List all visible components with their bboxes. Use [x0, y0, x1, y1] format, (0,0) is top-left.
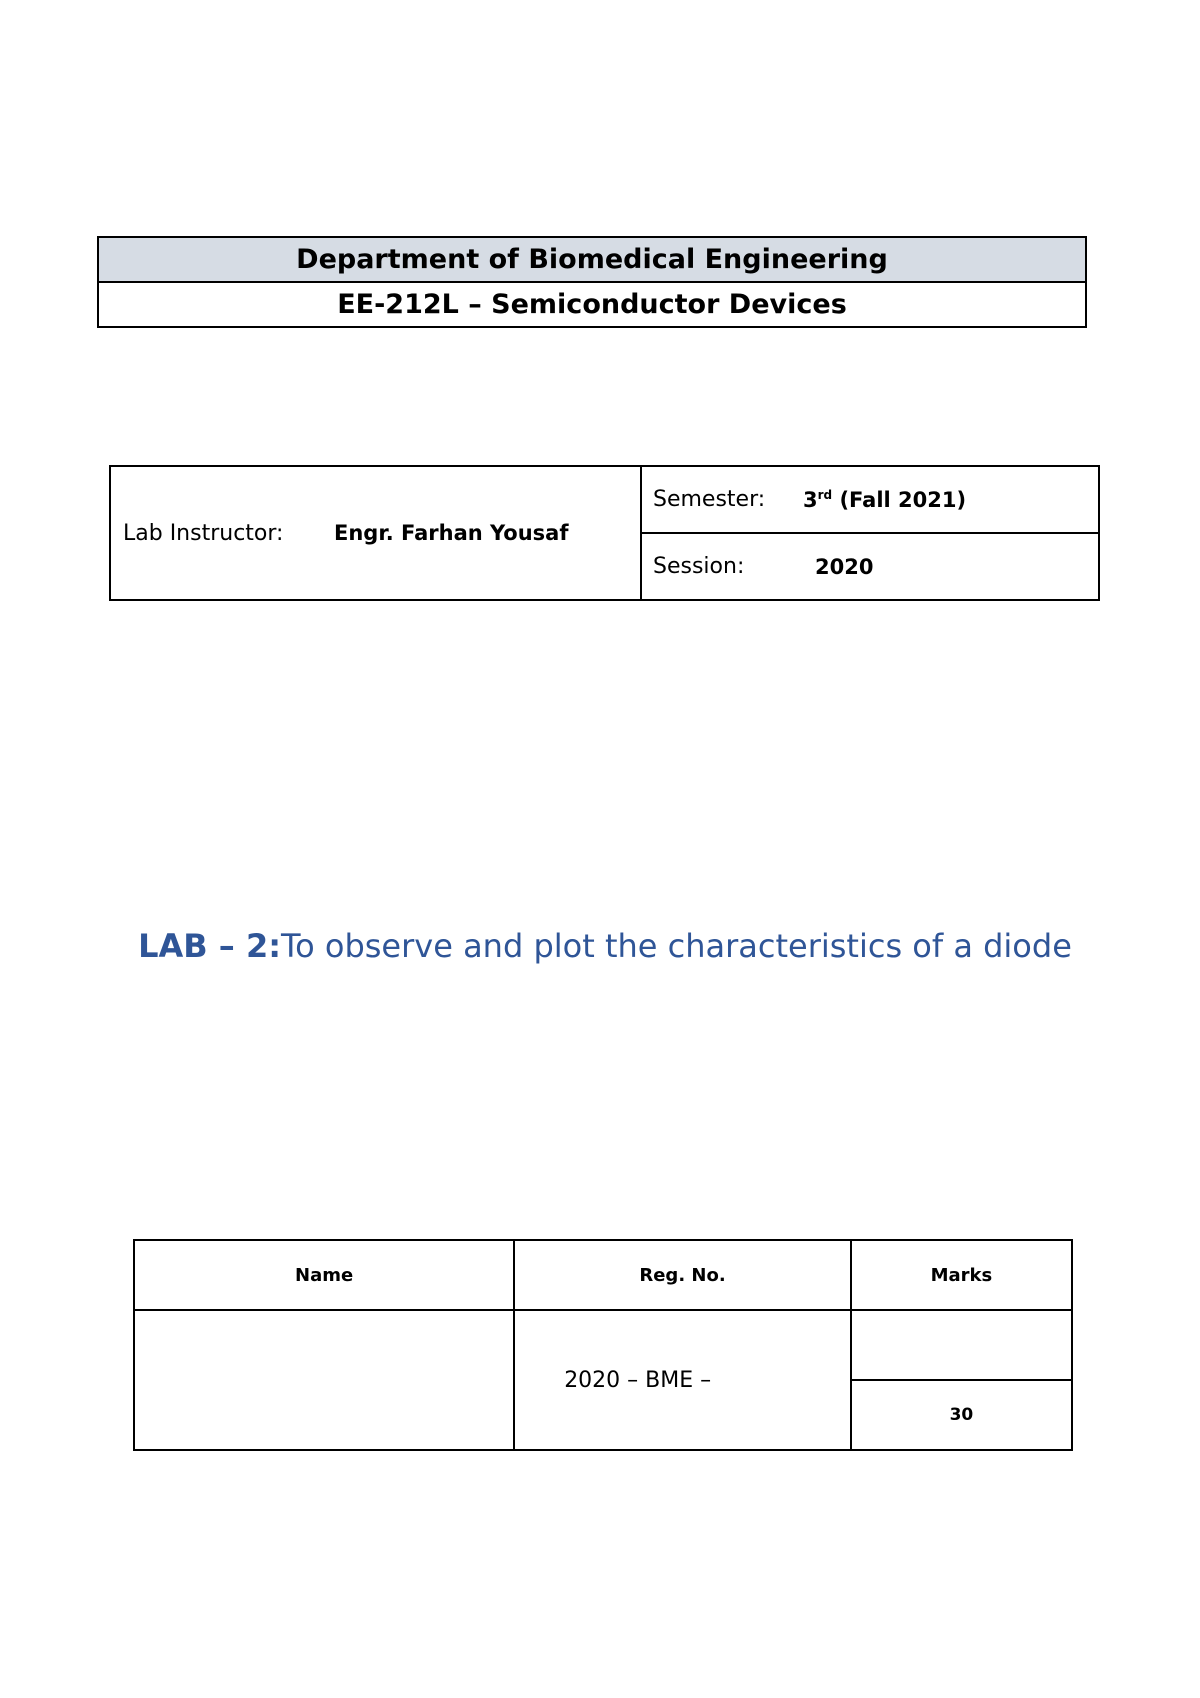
lab-objective: To observe and plot the characteristics of a diode: [281, 927, 1072, 965]
lab-number: LAB – 2:: [138, 927, 281, 965]
department-title: Department of Biomedical Engineering: [98, 237, 1086, 282]
name-header: Name: [134, 1240, 514, 1310]
semester-value: [803, 488, 966, 512]
name-field[interactable]: [134, 1310, 514, 1450]
semester-suffix: rd: [817, 487, 833, 502]
instructor-cell: [110, 466, 641, 600]
semester-number: 3: [803, 487, 818, 512]
marks-header: Marks: [851, 1240, 1072, 1310]
info-table: [109, 465, 1100, 601]
instructor-label: Lab Instructor:: [123, 520, 284, 546]
session-label: Session:: [653, 554, 745, 579]
reg-no-field[interactable]: 2020 – BME –: [514, 1310, 851, 1450]
session-cell: [641, 533, 1099, 600]
course-title: EE-212L – Semiconductor Devices: [98, 282, 1086, 327]
marks-obtained-field[interactable]: [851, 1310, 1072, 1380]
reg-no-header: Reg. No.: [514, 1240, 851, 1310]
session-value: 2020: [815, 554, 874, 579]
semester-cell: [641, 466, 1099, 533]
semester-term: (Fall 2021): [832, 487, 967, 512]
header-table: [97, 236, 1087, 328]
semester-label: Semester:: [653, 487, 766, 512]
lab-title: [100, 926, 1110, 966]
instructor-name: Engr. Farhan Yousaf: [334, 521, 569, 545]
marks-total: 30: [851, 1380, 1072, 1450]
student-table: [133, 1239, 1073, 1451]
